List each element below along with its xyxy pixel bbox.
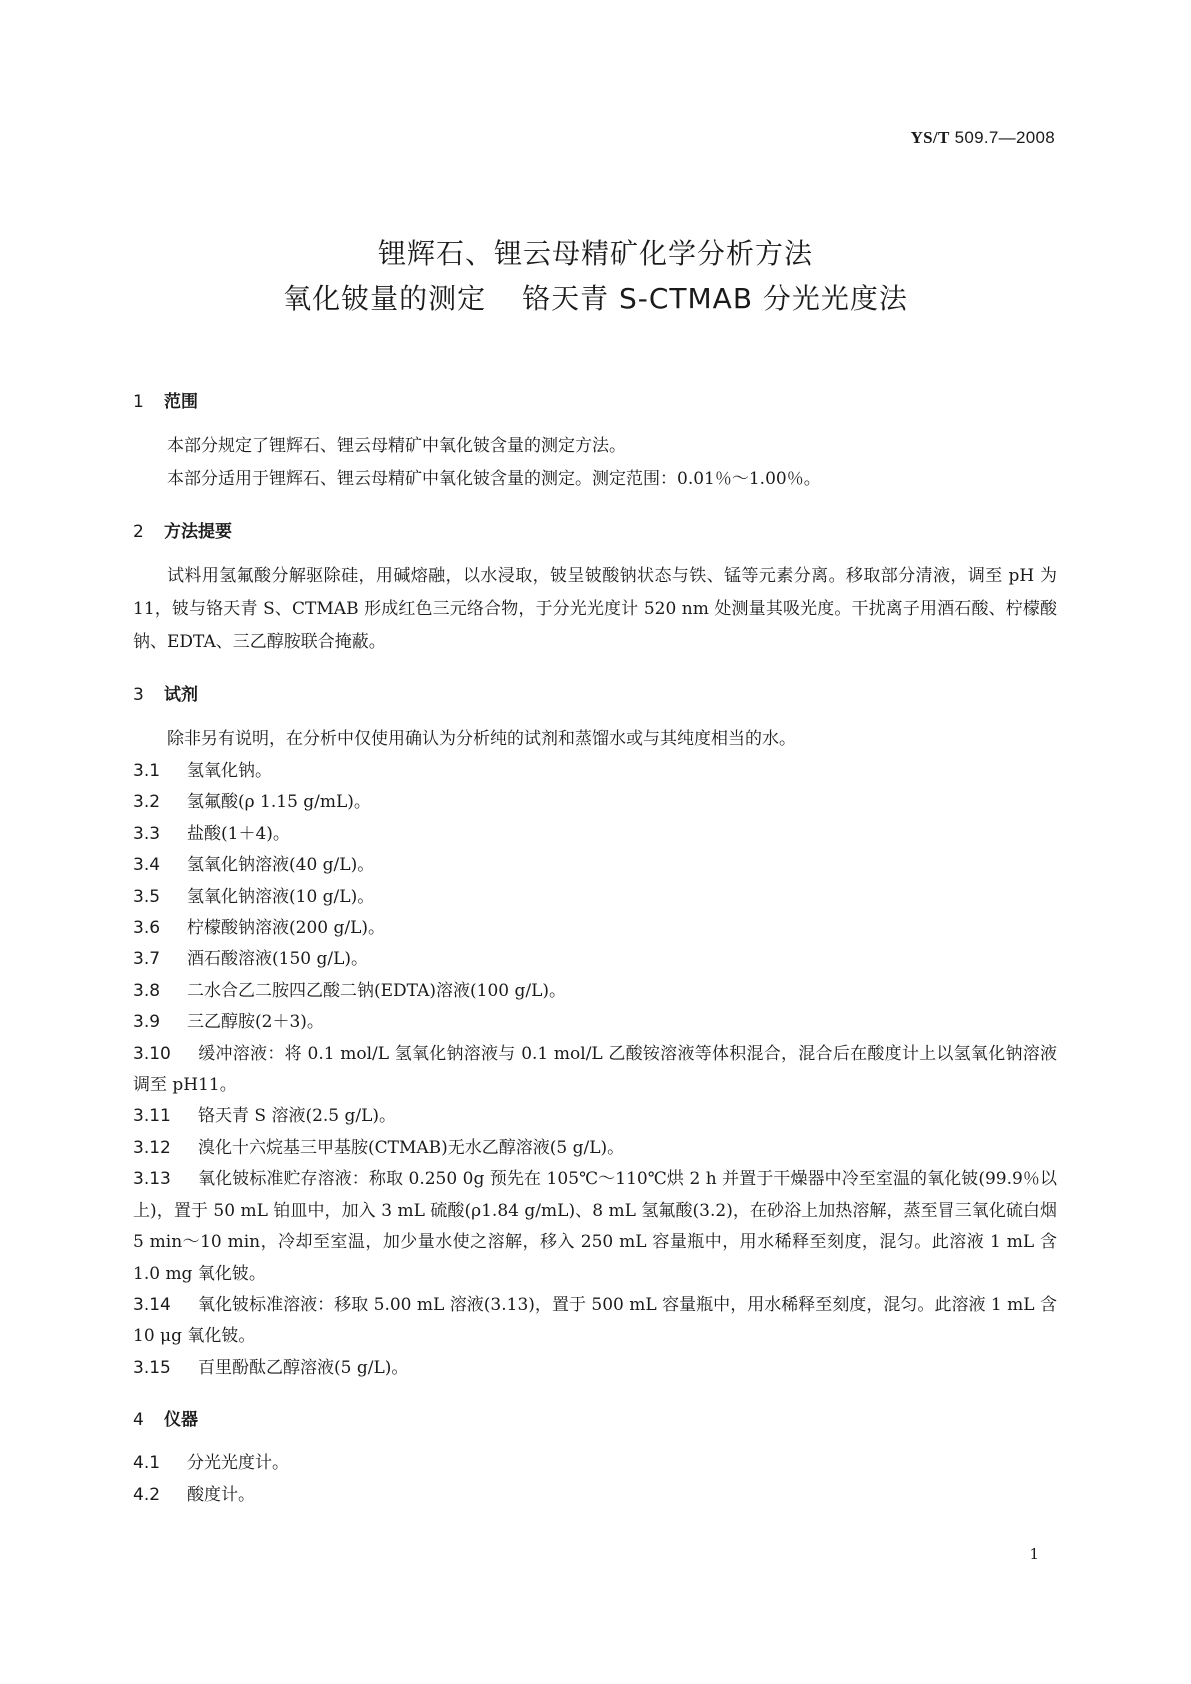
list-item bbox=[133, 913, 1057, 944]
clause-number: 3.4 bbox=[133, 855, 161, 876]
clause-number: 3.1 bbox=[133, 761, 161, 781]
list-item bbox=[133, 787, 1057, 818]
document-body bbox=[133, 388, 1057, 1511]
list-item bbox=[133, 1133, 1057, 1164]
clause-text: 氧化铍标准溶液：移取 5.00 mL 溶液(3.13)，置于 500 mL 容量瓶中，用水稀释至刻度，混匀。此溶液 1 mL 含 10 μg 氧化铍。 bbox=[133, 1294, 1057, 1347]
clause-text: 百里酚酞乙醇溶液(5 g/L)。 bbox=[198, 1357, 409, 1378]
section-title: 范围 bbox=[164, 392, 198, 412]
clause-text: 二水合乙二胺四乙酸二钠(EDTA)溶液(100 g/L)。 bbox=[187, 980, 567, 1001]
section-1-heading bbox=[133, 388, 1057, 416]
section-4-heading bbox=[133, 1406, 1057, 1434]
list-item bbox=[133, 1448, 1057, 1479]
clause-text: 分光光度计。 bbox=[187, 1453, 289, 1474]
section-title: 仪器 bbox=[164, 1410, 198, 1431]
section-3-heading bbox=[133, 681, 1057, 709]
clause-number: 3.2 bbox=[133, 792, 161, 813]
list-item bbox=[133, 944, 1057, 975]
standard-prefix: YS/T bbox=[910, 128, 950, 147]
clause-text: 氢氧化钠溶液(40 g/L)。 bbox=[187, 855, 375, 876]
list-item bbox=[133, 1164, 1057, 1290]
list-item bbox=[133, 976, 1057, 1007]
clause-number: 3.13 bbox=[133, 1169, 171, 1190]
clause-number: 3.14 bbox=[133, 1294, 171, 1315]
clause-text: 柠檬酸钠溶液(200 g/L)。 bbox=[187, 918, 386, 939]
list-item bbox=[133, 850, 1057, 881]
standard-code: 509.7—2008 bbox=[954, 128, 1055, 147]
list-item bbox=[133, 1039, 1057, 1102]
clause-number: 3.5 bbox=[133, 886, 161, 907]
list-item bbox=[133, 1101, 1057, 1132]
clause-number: 3.7 bbox=[133, 949, 161, 970]
clause-number: 4.1 bbox=[133, 1453, 161, 1474]
clause-number: 3.10 bbox=[133, 1043, 171, 1064]
document-title-line-1: 锂辉石、锂云母精矿化学分析方法 bbox=[377, 237, 813, 270]
section-title: 方法提要 bbox=[164, 522, 232, 542]
list-item bbox=[133, 819, 1057, 850]
clause-number: 3.12 bbox=[133, 1137, 171, 1158]
clause-number: 4.2 bbox=[133, 1484, 161, 1505]
clause-text: 氢氧化钠溶液(10 g/L)。 bbox=[187, 886, 375, 907]
clause-number: 3.9 bbox=[133, 1012, 161, 1033]
section-number: 3 bbox=[133, 685, 144, 705]
clause-text: 氢氟酸(ρ 1.15 g/mL)。 bbox=[187, 792, 371, 813]
clause-number: 3.15 bbox=[133, 1357, 171, 1378]
section-number: 1 bbox=[133, 392, 144, 412]
paragraph: 试料用氢氟酸分解驱除硅，用碱熔融，以水浸取，铍呈铍酸钠状态与铁、锰等元素分离。移取部分清液，调至 pH 为 11，铍与铬天青 S、CTMAB 形成红色三元络合物，于分光光度计 520 nm 处测量其吸光度。干扰离子用酒石酸、柠檬酸钠、EDTA、三乙醇胺联合掩蔽。 bbox=[133, 566, 1057, 652]
list-item bbox=[133, 882, 1057, 913]
standard-number bbox=[911, 128, 1055, 148]
clause-text: 盐酸(1＋4)。 bbox=[187, 823, 290, 844]
clause-text: 氧化铍标准贮存溶液：称取 0.250 0g 预先在 105℃～110℃烘 2 h 并置于干燥器中冷至室温的氧化铍(99.9％以上)，置于 50 mL 铂皿中，加入 3 mL 硫酸(ρ1.84 g/mL)、8 mL 氢氟酸(3.2)，在砂浴上加热溶解，蒸至冒三氧化硫白烟 5 min～10 min，冷却至室温，加少量水使之溶解，移入 250 mL 容量瓶中，用水稀释至刻度，混匀。此溶液 1 mL 含 1.0 mg 氧化铍。 bbox=[133, 1169, 1057, 1284]
section-number: 2 bbox=[133, 522, 144, 542]
paragraph: 除非另有说明，在分析中仅使用确认为分析纯的试剂和蒸馏水或与其纯度相当的水。 bbox=[167, 729, 796, 749]
list-item bbox=[133, 1290, 1057, 1353]
title-subject: 氧化铍量的测定 bbox=[283, 282, 487, 315]
clause-text: 铬天青 S 溶液(2.5 g/L)。 bbox=[198, 1106, 397, 1127]
paragraph: 本部分规定了锂辉石、锂云母精矿中氧化铍含量的测定方法。 bbox=[167, 436, 626, 456]
list-item bbox=[133, 1007, 1057, 1038]
clause-text: 缓冲溶液：将 0.1 mol/L 氢氧化钠溶液与 0.1 mol/L 乙酸铵溶液等体积混合，混合后在酸度计上以氢氧化钠溶液调至 pH11。 bbox=[133, 1043, 1057, 1096]
paragraph: 本部分适用于锂辉石、锂云母精矿中氧化铍含量的测定。测定范围：0.01％～1.00％。 bbox=[167, 469, 821, 489]
title-method: 铬天青 S-CTMAB 分光光度法 bbox=[522, 282, 908, 315]
clause-number: 3.11 bbox=[133, 1106, 171, 1127]
clause-text: 酸度计。 bbox=[187, 1484, 255, 1505]
clause-number: 3.6 bbox=[133, 918, 161, 939]
section-number: 4 bbox=[133, 1410, 144, 1431]
section-title: 试剂 bbox=[164, 685, 198, 705]
document-title-line-2 bbox=[0, 277, 1191, 317]
clause-number: 3.8 bbox=[133, 980, 161, 1001]
clause-number: 3.3 bbox=[133, 823, 161, 844]
section-2-heading bbox=[133, 518, 1057, 546]
list-item bbox=[133, 1353, 1057, 1384]
page-number: 1 bbox=[1029, 1545, 1039, 1563]
list-item bbox=[133, 756, 1057, 787]
clause-text: 酒石酸溶液(150 g/L)。 bbox=[187, 949, 369, 970]
clause-text: 溴化十六烷基三甲基胺(CTMAB)无水乙醇溶液(5 g/L)。 bbox=[198, 1137, 625, 1158]
list-item bbox=[133, 1480, 1057, 1511]
clause-text: 氢氧化钠。 bbox=[187, 761, 272, 781]
clause-text: 三乙醇胺(2＋3)。 bbox=[187, 1012, 324, 1033]
